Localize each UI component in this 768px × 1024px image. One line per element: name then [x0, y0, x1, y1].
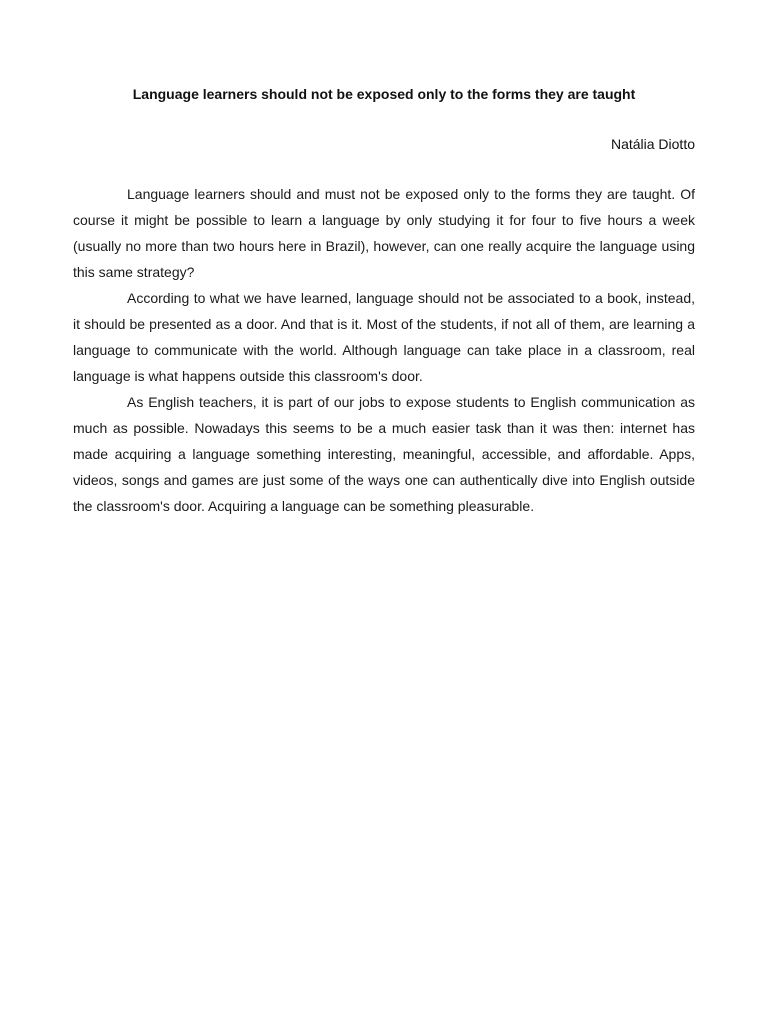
body-paragraph-2: According to what we have learned, language should not be associated to a book, instead, it should be presented as a door. And that is it. Most of the students, if not all of them, are learning a language to communicate with the world. Although language can take place in a classroom, real language is what happens outside this classroom's door.	[73, 290, 695, 384]
body-paragraph-1: Language learners should and must not be exposed only to the forms they are taught. Of course it might be possible to learn a language by only studying it for four to five hours a week (usually no more than two hours here in Brazil), however, can one really acquire the language using this same strategy?	[73, 186, 695, 280]
author-name: Natália Diotto	[610, 136, 695, 152]
document-title: Language learners should not be exposed only to the forms they are taught	[132, 86, 636, 102]
body-paragraph-3: As English teachers, it is part of our jobs to expose students to English communication as much as possible. Nowadays this seems to be a much easier task than it was then: internet has made acquiring a language something interesting, meaningful, accessible, and affordable. Apps, videos, songs and games are just some of the ways one can authentically dive into English outside the classroom's door. Acquiring a language can be something pleasurable.	[73, 394, 695, 514]
document-body	[73, 181, 695, 519]
